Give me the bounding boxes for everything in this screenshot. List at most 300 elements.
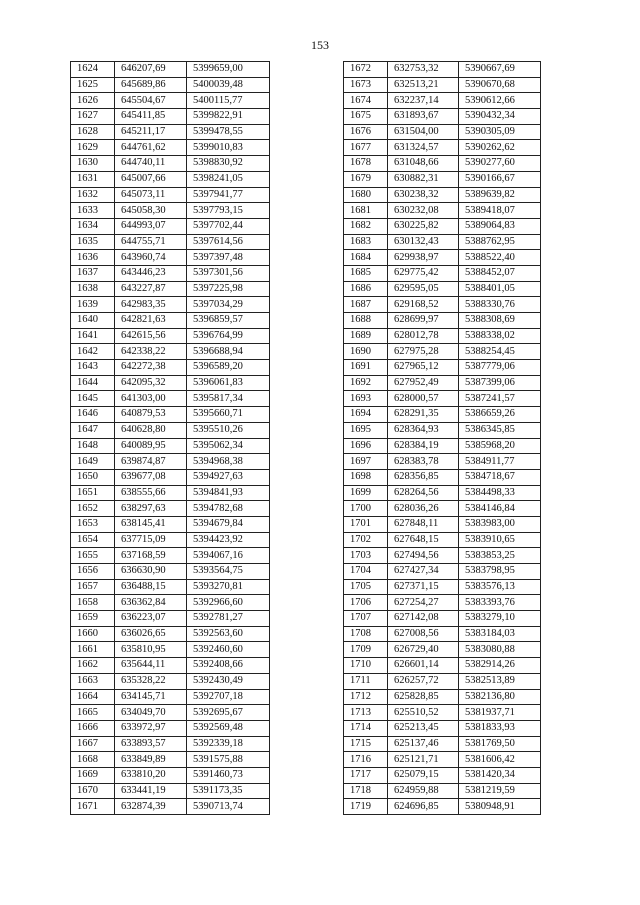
y-coordinate-cell: 5392430,49 [187, 673, 270, 689]
point-number-cell: 1704 [344, 564, 388, 580]
x-coordinate-cell: 642821,63 [115, 313, 187, 329]
table-row [344, 689, 541, 705]
table-row [344, 297, 541, 313]
y-coordinate-cell: 5397301,56 [187, 265, 270, 281]
y-coordinate-cell: 5384146,84 [459, 501, 541, 517]
point-number-cell: 1677 [344, 140, 388, 156]
y-coordinate-cell: 5383279,10 [459, 611, 541, 627]
table-row [344, 752, 541, 768]
y-coordinate-cell: 5395817,34 [187, 391, 270, 407]
x-coordinate-cell: 635810,95 [115, 642, 187, 658]
y-coordinate-cell: 5392408,66 [187, 658, 270, 674]
y-coordinate-cell: 5395062,34 [187, 438, 270, 454]
x-coordinate-cell: 645504,67 [115, 93, 187, 109]
y-coordinate-cell: 5394782,68 [187, 501, 270, 517]
point-number-cell: 1717 [344, 767, 388, 783]
x-coordinate-cell: 635328,22 [115, 673, 187, 689]
x-coordinate-cell: 643446,23 [115, 265, 187, 281]
y-coordinate-cell: 5397702,44 [187, 218, 270, 234]
y-coordinate-cell: 5384718,67 [459, 469, 541, 485]
table-body-left [71, 62, 270, 815]
point-number-cell: 1643 [71, 360, 115, 376]
point-number-cell: 1694 [344, 407, 388, 423]
point-number-cell: 1666 [71, 720, 115, 736]
x-coordinate-cell: 625137,46 [388, 736, 459, 752]
point-number-cell: 1713 [344, 705, 388, 721]
point-number-cell: 1684 [344, 250, 388, 266]
table-row [71, 532, 270, 548]
y-coordinate-cell: 5388254,45 [459, 344, 541, 360]
x-coordinate-cell: 627494,56 [388, 548, 459, 564]
y-coordinate-cell: 5397614,56 [187, 234, 270, 250]
table-row [344, 156, 541, 172]
x-coordinate-cell: 630132,43 [388, 234, 459, 250]
y-coordinate-cell: 5390166,67 [459, 171, 541, 187]
table-row [344, 218, 541, 234]
table-row [344, 705, 541, 721]
y-coordinate-cell: 5394927,63 [187, 469, 270, 485]
y-coordinate-cell: 5390713,74 [187, 799, 270, 815]
x-coordinate-cell: 637715,09 [115, 532, 187, 548]
x-coordinate-cell: 630225,82 [388, 218, 459, 234]
y-coordinate-cell: 5383576,13 [459, 579, 541, 595]
table-row [344, 532, 541, 548]
point-number-cell: 1652 [71, 501, 115, 517]
x-coordinate-cell: 630232,08 [388, 203, 459, 219]
x-coordinate-cell: 642272,38 [115, 360, 187, 376]
point-number-cell: 1657 [71, 579, 115, 595]
y-coordinate-cell: 5394679,84 [187, 516, 270, 532]
x-coordinate-cell: 626257,72 [388, 673, 459, 689]
x-coordinate-cell: 624696,85 [388, 799, 459, 815]
point-number-cell: 1695 [344, 422, 388, 438]
table-row [71, 187, 270, 203]
y-coordinate-cell: 5383798,95 [459, 564, 541, 580]
y-coordinate-cell: 5393564,75 [187, 564, 270, 580]
table-row [71, 626, 270, 642]
point-number-cell: 1689 [344, 328, 388, 344]
point-number-cell: 1665 [71, 705, 115, 721]
table-row [71, 407, 270, 423]
point-number-cell: 1696 [344, 438, 388, 454]
y-coordinate-cell: 5383853,25 [459, 548, 541, 564]
x-coordinate-cell: 632753,32 [388, 62, 459, 78]
y-coordinate-cell: 5383393,76 [459, 595, 541, 611]
x-coordinate-cell: 627965,12 [388, 360, 459, 376]
point-number-cell: 1716 [344, 752, 388, 768]
point-number-cell: 1662 [71, 658, 115, 674]
x-coordinate-cell: 639677,08 [115, 469, 187, 485]
x-coordinate-cell: 628699,97 [388, 313, 459, 329]
x-coordinate-cell: 630882,31 [388, 171, 459, 187]
table-row [71, 438, 270, 454]
point-number-cell: 1645 [71, 391, 115, 407]
y-coordinate-cell: 5390670,68 [459, 77, 541, 93]
y-coordinate-cell: 5388762,95 [459, 234, 541, 250]
table-row [71, 77, 270, 93]
y-coordinate-cell: 5393270,81 [187, 579, 270, 595]
point-number-cell: 1631 [71, 171, 115, 187]
point-number-cell: 1669 [71, 767, 115, 783]
table-row [344, 626, 541, 642]
x-coordinate-cell: 636630,90 [115, 564, 187, 580]
point-number-cell: 1634 [71, 218, 115, 234]
table-row [344, 611, 541, 627]
x-coordinate-cell: 636362,84 [115, 595, 187, 611]
x-coordinate-cell: 625121,71 [388, 752, 459, 768]
table-row [71, 265, 270, 281]
table-row [344, 642, 541, 658]
x-coordinate-cell: 644761,62 [115, 140, 187, 156]
point-number-cell: 1683 [344, 234, 388, 250]
x-coordinate-cell: 632513,21 [388, 77, 459, 93]
y-coordinate-cell: 5383910,65 [459, 532, 541, 548]
x-coordinate-cell: 633972,97 [115, 720, 187, 736]
y-coordinate-cell: 5392339,18 [187, 736, 270, 752]
table-row [71, 595, 270, 611]
point-number-cell: 1658 [71, 595, 115, 611]
point-number-cell: 1670 [71, 783, 115, 799]
y-coordinate-cell: 5388330,76 [459, 297, 541, 313]
x-coordinate-cell: 640089,95 [115, 438, 187, 454]
x-coordinate-cell: 628356,85 [388, 469, 459, 485]
x-coordinate-cell: 636223,07 [115, 611, 187, 627]
table-row [344, 469, 541, 485]
y-coordinate-cell: 5399659,00 [187, 62, 270, 78]
table-row [344, 171, 541, 187]
point-number-cell: 1700 [344, 501, 388, 517]
x-coordinate-cell: 635644,11 [115, 658, 187, 674]
table-row [71, 344, 270, 360]
point-number-cell: 1653 [71, 516, 115, 532]
y-coordinate-cell: 5399478,55 [187, 124, 270, 140]
table-row [71, 297, 270, 313]
x-coordinate-cell: 634049,70 [115, 705, 187, 721]
table-row [71, 485, 270, 501]
point-number-cell: 1703 [344, 548, 388, 564]
table-row [71, 767, 270, 783]
table-row [71, 642, 270, 658]
table-row [344, 360, 541, 376]
y-coordinate-cell: 5387241,57 [459, 391, 541, 407]
table-row [344, 62, 541, 78]
point-number-cell: 1688 [344, 313, 388, 329]
table-row [344, 736, 541, 752]
y-coordinate-cell: 5388338,02 [459, 328, 541, 344]
table-row [344, 595, 541, 611]
x-coordinate-cell: 641303,00 [115, 391, 187, 407]
point-number-cell: 1651 [71, 485, 115, 501]
page-number: 153 [311, 38, 329, 52]
point-number-cell: 1633 [71, 203, 115, 219]
y-coordinate-cell: 5380948,91 [459, 799, 541, 815]
point-number-cell: 1644 [71, 375, 115, 391]
point-number-cell: 1708 [344, 626, 388, 642]
table-row [344, 124, 541, 140]
table-row [71, 501, 270, 517]
y-coordinate-cell: 5389064,83 [459, 218, 541, 234]
x-coordinate-cell: 638555,66 [115, 485, 187, 501]
table-row [71, 93, 270, 109]
x-coordinate-cell: 628364,93 [388, 422, 459, 438]
y-coordinate-cell: 5387399,06 [459, 375, 541, 391]
y-coordinate-cell: 5398241,05 [187, 171, 270, 187]
coordinate-table-right [343, 61, 541, 815]
point-number-cell: 1680 [344, 187, 388, 203]
point-number-cell: 1702 [344, 532, 388, 548]
y-coordinate-cell: 5383184,03 [459, 626, 541, 642]
point-number-cell: 1624 [71, 62, 115, 78]
x-coordinate-cell: 629775,42 [388, 265, 459, 281]
y-coordinate-cell: 5399010,83 [187, 140, 270, 156]
point-number-cell: 1687 [344, 297, 388, 313]
point-number-cell: 1647 [71, 422, 115, 438]
x-coordinate-cell: 642095,32 [115, 375, 187, 391]
table-row [344, 720, 541, 736]
point-number-cell: 1654 [71, 532, 115, 548]
x-coordinate-cell: 628383,78 [388, 454, 459, 470]
x-coordinate-cell: 645073,11 [115, 187, 187, 203]
y-coordinate-cell: 5392707,18 [187, 689, 270, 705]
x-coordinate-cell: 632874,39 [115, 799, 187, 815]
table-row [344, 767, 541, 783]
y-coordinate-cell: 5388401,05 [459, 281, 541, 297]
table-row [71, 156, 270, 172]
y-coordinate-cell: 5394841,93 [187, 485, 270, 501]
table-row [71, 736, 270, 752]
y-coordinate-cell: 5396764,99 [187, 328, 270, 344]
x-coordinate-cell: 642338,22 [115, 344, 187, 360]
table-row [71, 203, 270, 219]
x-coordinate-cell: 637168,59 [115, 548, 187, 564]
x-coordinate-cell: 627848,11 [388, 516, 459, 532]
x-coordinate-cell: 627254,27 [388, 595, 459, 611]
x-coordinate-cell: 633893,57 [115, 736, 187, 752]
y-coordinate-cell: 5400115,77 [187, 93, 270, 109]
y-coordinate-cell: 5381769,50 [459, 736, 541, 752]
y-coordinate-cell: 5396859,57 [187, 313, 270, 329]
y-coordinate-cell: 5397941,77 [187, 187, 270, 203]
y-coordinate-cell: 5381420,34 [459, 767, 541, 783]
point-number-cell: 1641 [71, 328, 115, 344]
y-coordinate-cell: 5383080,88 [459, 642, 541, 658]
point-number-cell: 1638 [71, 281, 115, 297]
point-number-cell: 1655 [71, 548, 115, 564]
y-coordinate-cell: 5396061,83 [187, 375, 270, 391]
point-number-cell: 1686 [344, 281, 388, 297]
y-coordinate-cell: 5381606,42 [459, 752, 541, 768]
x-coordinate-cell: 633441,19 [115, 783, 187, 799]
table-body-right [344, 62, 541, 815]
x-coordinate-cell: 628384,19 [388, 438, 459, 454]
table-row [344, 579, 541, 595]
table-row [344, 407, 541, 423]
y-coordinate-cell: 5397793,15 [187, 203, 270, 219]
table-row [344, 422, 541, 438]
table-row [71, 658, 270, 674]
y-coordinate-cell: 5397034,29 [187, 297, 270, 313]
x-coordinate-cell: 645411,85 [115, 109, 187, 125]
x-coordinate-cell: 629938,97 [388, 250, 459, 266]
point-number-cell: 1685 [344, 265, 388, 281]
table-row [344, 93, 541, 109]
x-coordinate-cell: 634145,71 [115, 689, 187, 705]
point-number-cell: 1718 [344, 783, 388, 799]
point-number-cell: 1656 [71, 564, 115, 580]
y-coordinate-cell: 5394968,38 [187, 454, 270, 470]
point-number-cell: 1679 [344, 171, 388, 187]
point-number-cell: 1664 [71, 689, 115, 705]
point-number-cell: 1673 [344, 77, 388, 93]
x-coordinate-cell: 626601,14 [388, 658, 459, 674]
table-row [344, 438, 541, 454]
x-coordinate-cell: 632237,14 [388, 93, 459, 109]
table-row [71, 391, 270, 407]
point-number-cell: 1648 [71, 438, 115, 454]
point-number-cell: 1691 [344, 360, 388, 376]
y-coordinate-cell: 5390277,60 [459, 156, 541, 172]
x-coordinate-cell: 627142,08 [388, 611, 459, 627]
point-number-cell: 1711 [344, 673, 388, 689]
table-row [344, 548, 541, 564]
table-row [344, 344, 541, 360]
point-number-cell: 1701 [344, 516, 388, 532]
x-coordinate-cell: 628264,56 [388, 485, 459, 501]
point-number-cell: 1707 [344, 611, 388, 627]
point-number-cell: 1681 [344, 203, 388, 219]
x-coordinate-cell: 631504,00 [388, 124, 459, 140]
x-coordinate-cell: 631048,66 [388, 156, 459, 172]
point-number-cell: 1661 [71, 642, 115, 658]
table-row [71, 234, 270, 250]
y-coordinate-cell: 5384911,77 [459, 454, 541, 470]
y-coordinate-cell: 5396688,94 [187, 344, 270, 360]
y-coordinate-cell: 5400039,48 [187, 77, 270, 93]
point-number-cell: 1649 [71, 454, 115, 470]
y-coordinate-cell: 5387779,06 [459, 360, 541, 376]
point-number-cell: 1667 [71, 736, 115, 752]
x-coordinate-cell: 627648,15 [388, 532, 459, 548]
y-coordinate-cell: 5382914,26 [459, 658, 541, 674]
point-number-cell: 1650 [71, 469, 115, 485]
point-number-cell: 1682 [344, 218, 388, 234]
table-row [344, 454, 541, 470]
x-coordinate-cell: 633810,20 [115, 767, 187, 783]
table-row [71, 375, 270, 391]
table-row [71, 579, 270, 595]
table-row [344, 391, 541, 407]
x-coordinate-cell: 627952,49 [388, 375, 459, 391]
x-coordinate-cell: 642615,56 [115, 328, 187, 344]
point-number-cell: 1671 [71, 799, 115, 815]
table-row [71, 469, 270, 485]
table-row [71, 752, 270, 768]
y-coordinate-cell: 5381937,71 [459, 705, 541, 721]
x-coordinate-cell: 638145,41 [115, 516, 187, 532]
y-coordinate-cell: 5392966,60 [187, 595, 270, 611]
x-coordinate-cell: 643960,74 [115, 250, 187, 266]
point-number-cell: 1693 [344, 391, 388, 407]
x-coordinate-cell: 633849,89 [115, 752, 187, 768]
y-coordinate-cell: 5395510,26 [187, 422, 270, 438]
point-number-cell: 1627 [71, 109, 115, 125]
point-number-cell: 1719 [344, 799, 388, 815]
point-number-cell: 1659 [71, 611, 115, 627]
x-coordinate-cell: 640628,80 [115, 422, 187, 438]
point-number-cell: 1712 [344, 689, 388, 705]
table-row [344, 234, 541, 250]
y-coordinate-cell: 5386345,85 [459, 422, 541, 438]
point-number-cell: 1626 [71, 93, 115, 109]
y-coordinate-cell: 5382513,89 [459, 673, 541, 689]
table-row [344, 250, 541, 266]
table-row [71, 328, 270, 344]
x-coordinate-cell: 645007,66 [115, 171, 187, 187]
x-coordinate-cell: 625213,45 [388, 720, 459, 736]
table-row [71, 454, 270, 470]
y-coordinate-cell: 5391173,35 [187, 783, 270, 799]
table-row [344, 109, 541, 125]
point-number-cell: 1676 [344, 124, 388, 140]
y-coordinate-cell: 5390305,09 [459, 124, 541, 140]
x-coordinate-cell: 628291,35 [388, 407, 459, 423]
x-coordinate-cell: 631893,67 [388, 109, 459, 125]
y-coordinate-cell: 5394423,92 [187, 532, 270, 548]
point-number-cell: 1637 [71, 265, 115, 281]
y-coordinate-cell: 5392460,60 [187, 642, 270, 658]
x-coordinate-cell: 629168,52 [388, 297, 459, 313]
point-number-cell: 1710 [344, 658, 388, 674]
table-row [71, 250, 270, 266]
y-coordinate-cell: 5389418,07 [459, 203, 541, 219]
x-coordinate-cell: 646207,69 [115, 62, 187, 78]
table-row [71, 689, 270, 705]
x-coordinate-cell: 639874,87 [115, 454, 187, 470]
x-coordinate-cell: 645689,86 [115, 77, 187, 93]
y-coordinate-cell: 5385968,20 [459, 438, 541, 454]
x-coordinate-cell: 627975,28 [388, 344, 459, 360]
x-coordinate-cell: 624959,88 [388, 783, 459, 799]
table-row [344, 140, 541, 156]
table-row [344, 265, 541, 281]
table-row [71, 140, 270, 156]
y-coordinate-cell: 5389639,82 [459, 187, 541, 203]
table-row [71, 799, 270, 815]
point-number-cell: 1678 [344, 156, 388, 172]
point-number-cell: 1674 [344, 93, 388, 109]
y-coordinate-cell: 5390432,34 [459, 109, 541, 125]
x-coordinate-cell: 645211,17 [115, 124, 187, 140]
point-number-cell: 1699 [344, 485, 388, 501]
point-number-cell: 1715 [344, 736, 388, 752]
y-coordinate-cell: 5392695,67 [187, 705, 270, 721]
table-row [71, 673, 270, 689]
y-coordinate-cell: 5390612,66 [459, 93, 541, 109]
x-coordinate-cell: 644993,07 [115, 218, 187, 234]
point-number-cell: 1697 [344, 454, 388, 470]
point-number-cell: 1714 [344, 720, 388, 736]
y-coordinate-cell: 5386659,26 [459, 407, 541, 423]
point-number-cell: 1640 [71, 313, 115, 329]
point-number-cell: 1639 [71, 297, 115, 313]
table-row [71, 313, 270, 329]
table-row [71, 611, 270, 627]
table-row [71, 218, 270, 234]
point-number-cell: 1668 [71, 752, 115, 768]
table-row [344, 77, 541, 93]
x-coordinate-cell: 628036,26 [388, 501, 459, 517]
x-coordinate-cell: 638297,63 [115, 501, 187, 517]
